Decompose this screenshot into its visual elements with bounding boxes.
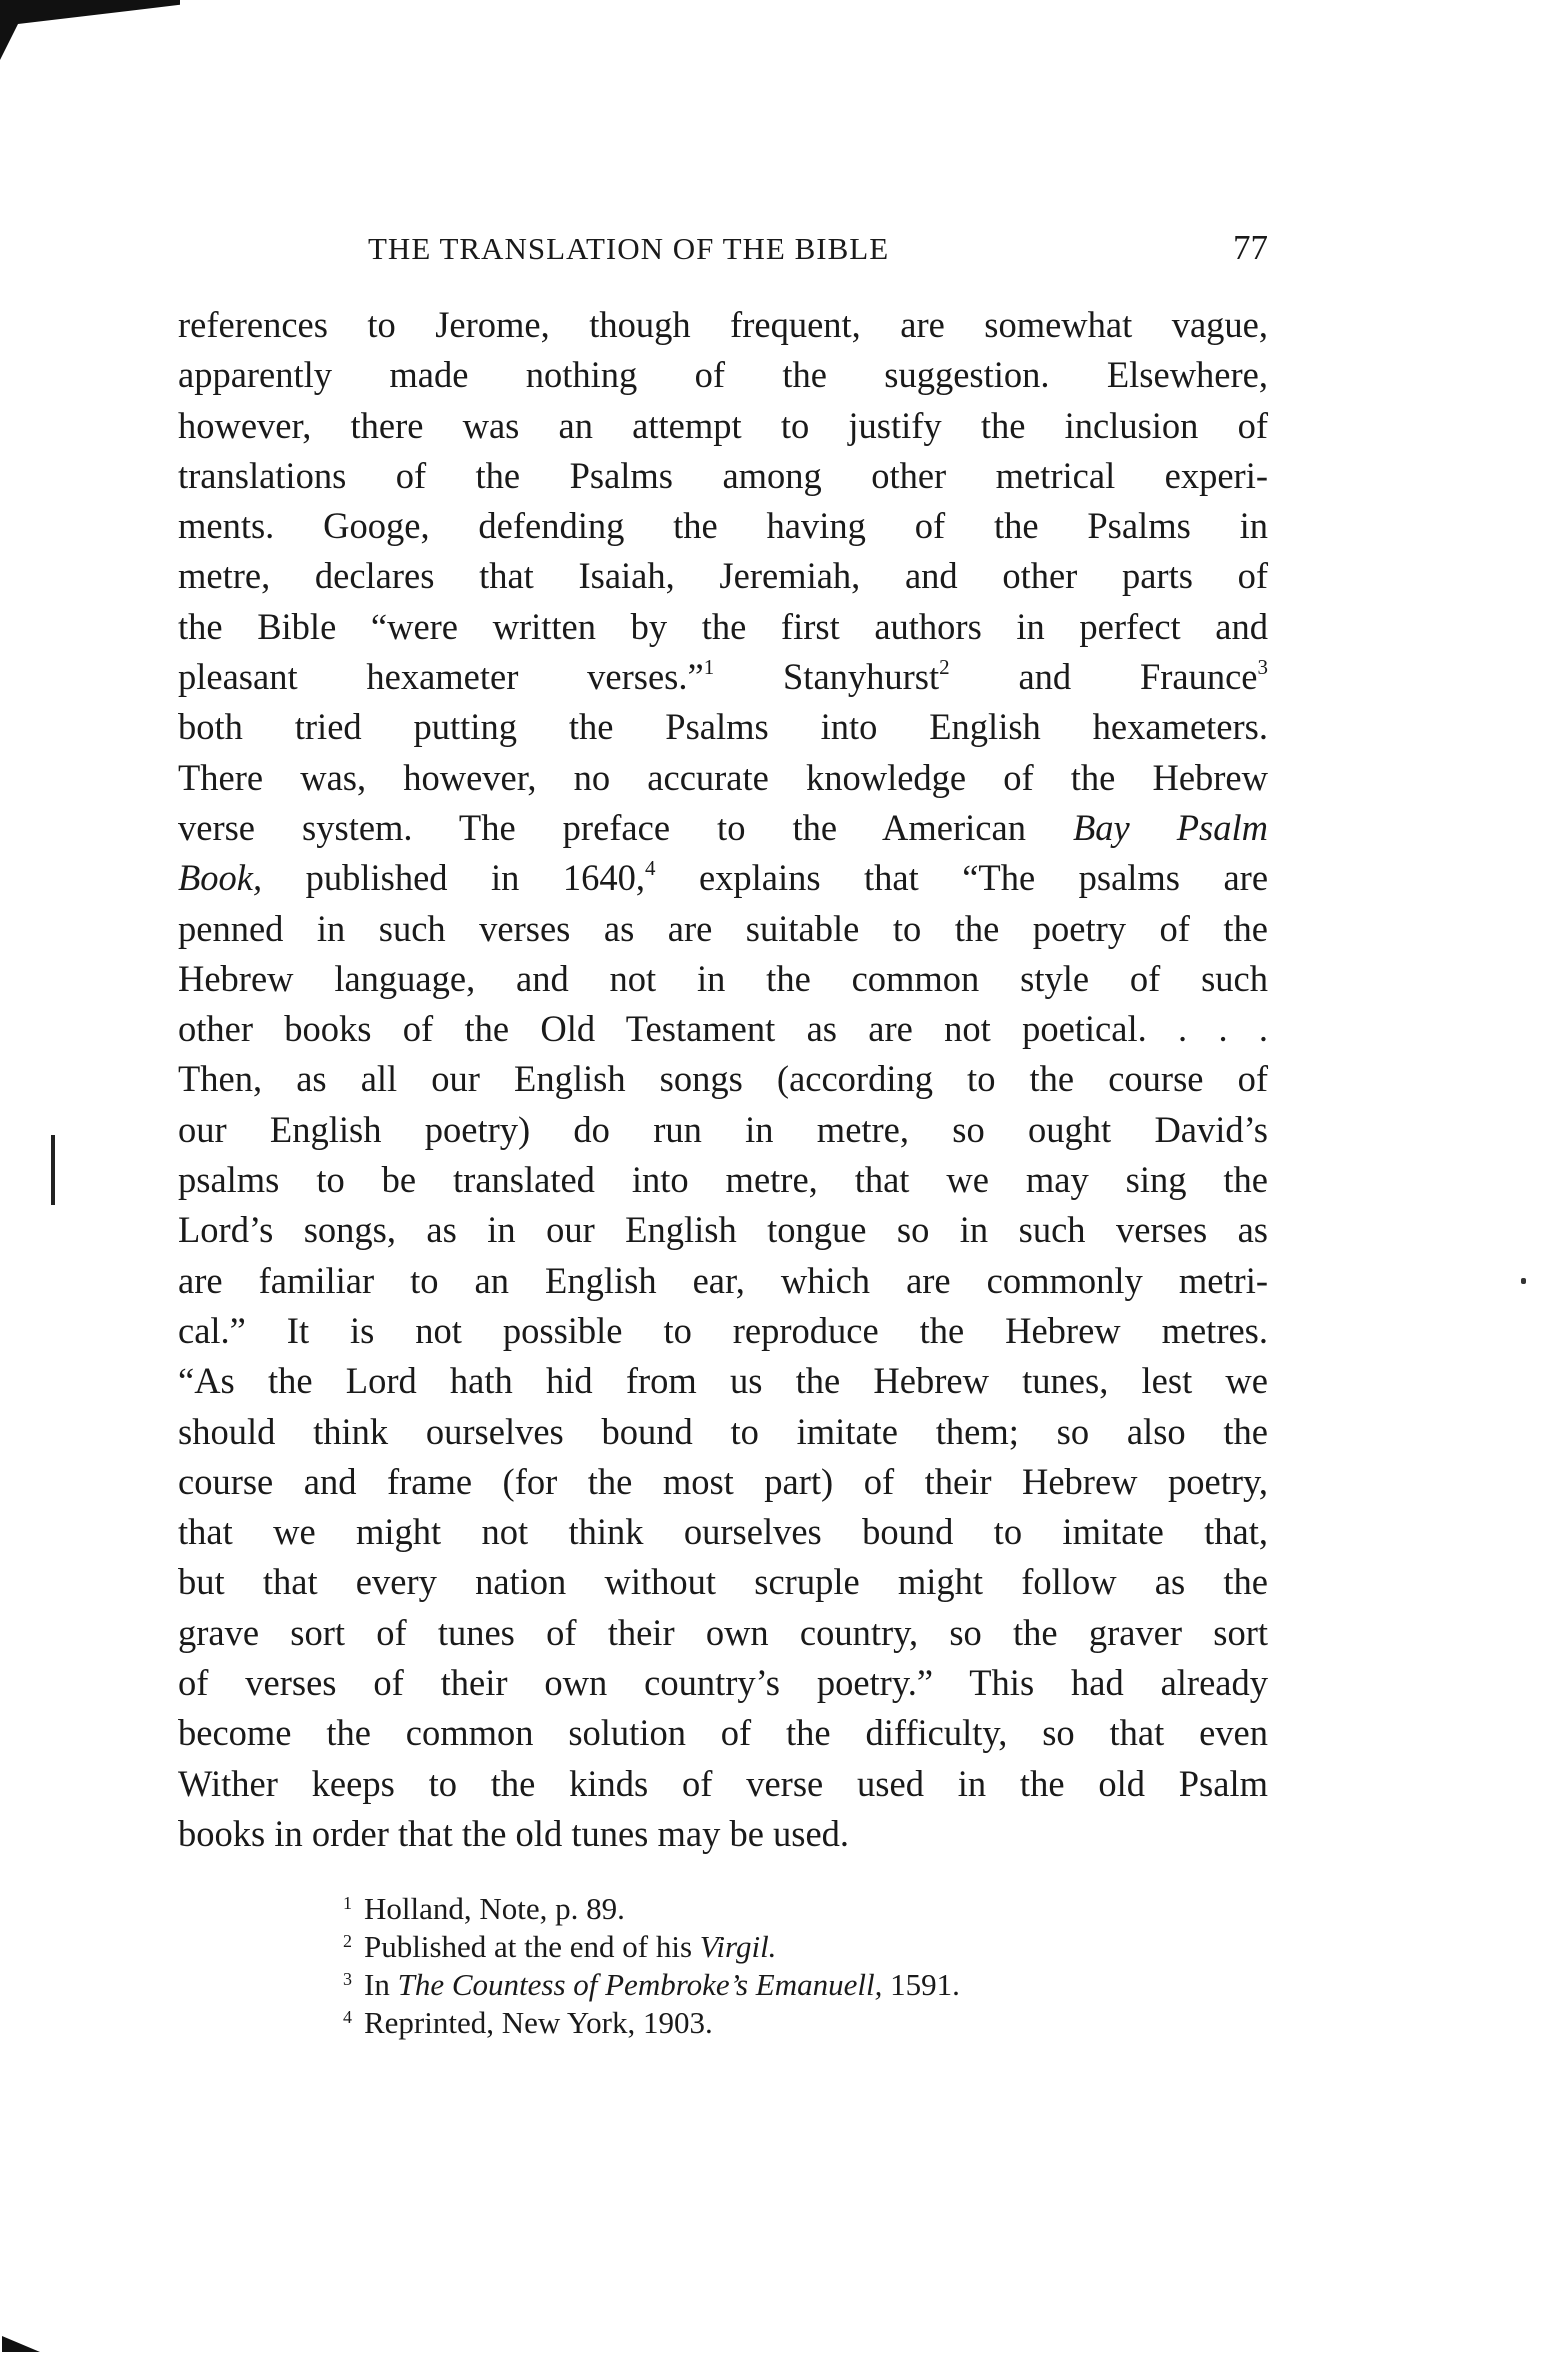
margin-dot — [1521, 1278, 1526, 1284]
italic-title: Book, — [178, 857, 263, 899]
text-line: of verses of their own country’s poetry.” This had already — [178, 1662, 1268, 1704]
text-segment: Stanyhurst — [783, 656, 940, 698]
footnote-mark: 2 — [343, 1931, 352, 1951]
footnote-ref: 2 — [939, 655, 950, 680]
text-line: but that every nation without scruple might follow as the — [178, 1561, 1268, 1603]
text-line: “As the Lord hath hid from us the Hebrew tunes, lest we — [178, 1360, 1268, 1402]
footnote-text: Holland, Note, p. 89. — [364, 1891, 625, 1926]
footnotes — [343, 1890, 1243, 2042]
text-line: are familiar to an English ear, which are commonly metri- — [178, 1259, 1268, 1301]
text-line: Then, as all our English songs (according to the course of — [178, 1058, 1268, 1100]
text-line: our English poetry) do run in metre, so ought David’s — [178, 1108, 1268, 1150]
text-line: the Bible “were written by the first authors in perfect and — [178, 605, 1268, 647]
footnote-mark: 1 — [343, 1893, 352, 1913]
footnote-italic: Virgil. — [699, 1929, 777, 1964]
text-line: ments. Googe, defending the having of the Psalms in — [178, 505, 1268, 547]
text-line: Hebrew language, and not in the common style of such — [178, 957, 1268, 999]
footnote-text: Reprinted, New York, 1903. — [364, 2005, 713, 2040]
text-line — [178, 652, 1268, 702]
footnote-text: In — [364, 1967, 390, 2002]
footnote-ref: 1 — [703, 655, 715, 680]
scan-bottom-mark — [2, 2336, 40, 2352]
footnote-mark: 3 — [343, 1969, 352, 1989]
footnote — [343, 1890, 1243, 1928]
running-title: THE TRANSLATION OF THE BIBLE — [368, 231, 890, 266]
footnote — [343, 2004, 1243, 2042]
text-line — [178, 853, 1268, 903]
footnote — [343, 1928, 1243, 1966]
text-line: other books of the Old Testament as are not poetical. . . . — [178, 1008, 1268, 1050]
footnote-mark: 4 — [343, 2007, 352, 2027]
text-line: that we might not think ourselves bound to imitate that, — [178, 1511, 1268, 1553]
text-line: psalms to be translated into metre, that we may sing the — [178, 1159, 1268, 1201]
footnote-text: 1591. — [890, 1967, 960, 2002]
text-line: grave sort of tunes of their own country, so the graver sort — [178, 1611, 1268, 1653]
running-head — [178, 228, 1268, 272]
footnote — [343, 1966, 1243, 2004]
body-text — [178, 300, 1268, 1859]
text-line: both tried putting the Psalms into English hexameters. — [178, 706, 1268, 748]
text-line: references to Jerome, though frequent, are somewhat vague, — [178, 304, 1268, 345]
text-segment: and Fraunce — [1018, 656, 1258, 698]
footnote-ref: 3 — [1257, 655, 1268, 680]
page-number: 77 — [1233, 228, 1268, 267]
footnote-italic: The Countess of Pembroke’s Emanuell, — [397, 1967, 883, 2002]
text-line: There was, however, no accurate knowledge of the Hebrew — [178, 756, 1268, 798]
text-line: Lord’s songs, as in our English tongue so in such verses as — [178, 1209, 1268, 1251]
text-line: penned in such verses as are suitable to the poetry of the — [178, 907, 1268, 949]
text-line: should think ourselves bound to imitate them; so also the — [178, 1410, 1268, 1452]
text-line: apparently made nothing of the suggestion. Elsewhere, — [178, 354, 1268, 396]
text-line: translations of the Psalms among other metrical experi- — [178, 454, 1268, 496]
text-segment: pleasant hexameter verses.” — [178, 656, 704, 698]
text-line: become the common solution of the difficulty, so that even — [178, 1712, 1268, 1754]
footnote-text: Published at the end of his — [364, 1929, 693, 1964]
text-line: books in order that the old tunes may be used. — [178, 1812, 850, 1854]
text-line: Wither keeps to the kinds of verse used in the old Psalm — [178, 1762, 1268, 1804]
footnote-ref: 4 — [644, 856, 656, 881]
text-segment: published in 1640, — [305, 857, 645, 899]
scan-corner-mark — [0, 0, 180, 60]
text-segment: verse system. The preface to the American — [178, 806, 1026, 848]
margin-bar — [51, 1135, 55, 1205]
text-line: metre, declares that Isaiah, Jeremiah, and other parts of — [178, 555, 1268, 597]
italic-title: Bay Psalm — [1073, 806, 1269, 848]
text-line: however, there was an attempt to justify the inclusion of — [178, 404, 1268, 446]
text-line: cal.” It is not possible to reproduce the Hebrew metres. — [178, 1309, 1268, 1351]
text-line — [178, 803, 1268, 853]
text-segment: explains that “The psalms are — [698, 857, 1269, 899]
text-line: course and frame (for the most part) of their Hebrew poetry, — [178, 1460, 1268, 1502]
